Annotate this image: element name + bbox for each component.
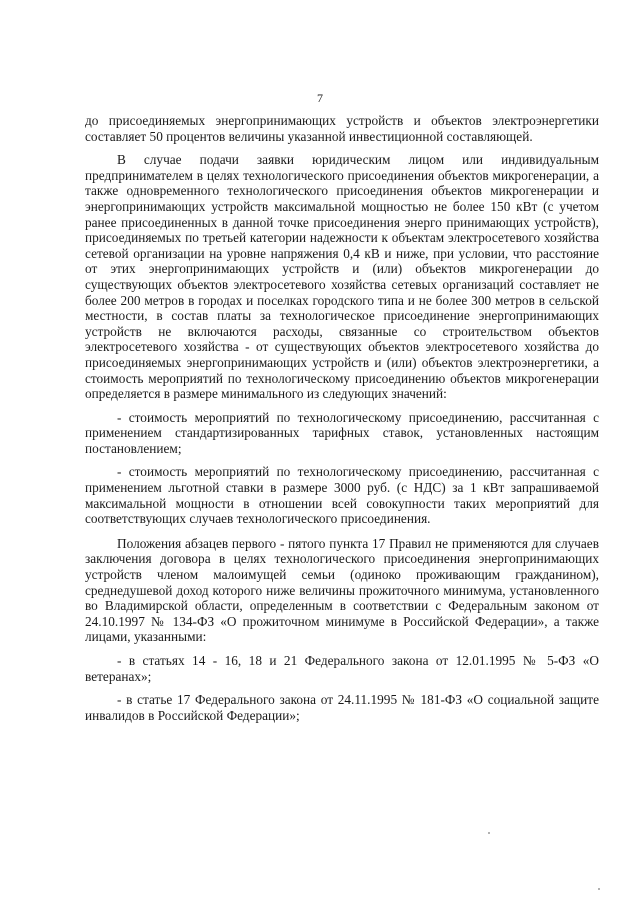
paragraph-preferential-rate: - стоимость мероприятий по технологическому присоединению, рассчитанная с применением льготной ставки в размере 3000 руб. (с НДС) за 1 кВт запрашиваемой максимальной мощности в отношении всей совокупности таких мероприятий для соответствующих случаев технологического присоединения. — [85, 464, 599, 527]
paragraph-microgeneration: В случае подачи заявки юридическим лицом или индивидуальным предпринимателем в целях технологического присоединения объектов микрогенерации, а также одновременного технологического присоединения объектов микрогенерации и энергопринимающих устройств максимальной мощностью не более 150 кВт (с учетом ранее присоединенных в данной точке присоединения энерго принимающих устройств), присоединяемых по третьей категории надежности к объектам электросетевого хозяйства сетевой организации на уровне напряжения 0,4 кВ и ниже, при условии, что расстояние от этих энергопринимающих устройств и (или) объектов микрогенерации до существующих объектов электросетевого хозяйства сетевых организаций составляет не более 200 метров в городах и поселках городского типа и не более 300 метров в сельской местности, в состав платы за технологическое присоединение энергопринимающих устройств не включаются расходы, связанные со строительством объектов электросетевого хозяйства - от существующих объектов электросетевого хозяйства до присоединяемых энергопринимающих устройств и (или) объектов электроэнергетики, а стоимость мероприятий по технологическому присоединению объектов микрогенерации определяется в размере минимального из следующих значений: — [85, 152, 599, 402]
paragraph-veterans-law: - в статьях 14 - 16, 18 и 21 Федерального закона от 12.01.1995 № 5-ФЗ «О ветеранах»; — [85, 653, 599, 684]
paragraph-continuation: до присоединяемых энергопринимающих устройств и объектов электроэнергетики составляет 50 процентов величины указанной инвестиционной составляющей. — [85, 113, 599, 144]
paragraph-disability-law: - в статье 17 Федерального закона от 24.11.1995 № 181-ФЗ «О социальной защите инвалидов в Российской Федерации»; — [85, 692, 599, 723]
page-number: 7 — [317, 91, 323, 105]
document-text — [85, 113, 599, 723]
scan-speck — [598, 888, 600, 890]
scan-speck — [488, 832, 490, 834]
paragraph-standard-rates: - стоимость мероприятий по технологическому присоединению, рассчитанная с применением стандартизированных тарифных ставок, установленных настоящим постановлением; — [85, 409, 599, 456]
paragraph-exceptions: Положения абзацев первого - пятого пункта 17 Правил не применяются для случаев заключения договора в целях технологического присоединения энергопринимающих устройств членом малоимущей семьи (одиноко проживающим гражданином), среднедушевой доход которого ниже величины прожиточного минимума, установленного во Владимирской области, определенным в соответствии с Федеральным законом от 24.10.1997 № 134-ФЗ «О прожиточном минимуме в Российской Федерации», а также лицами, указанными: — [85, 535, 599, 645]
